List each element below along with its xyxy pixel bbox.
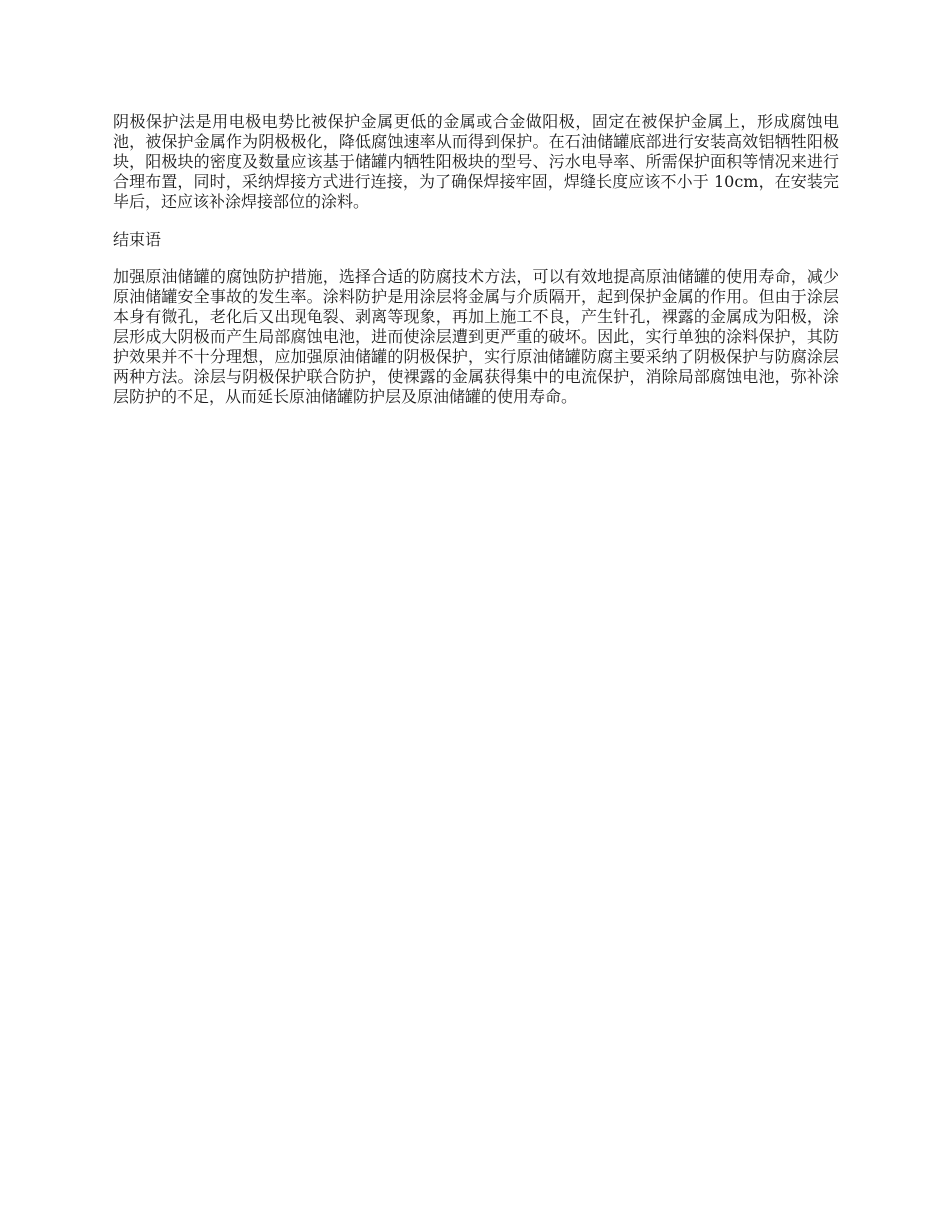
paragraph-conclusion: 加强原油储罐的腐蚀防护措施，选择合适的防腐技术方法，可以有效地提高原油储罐的使用寿命，减少原油储罐安全事故的发生率。涂料防护是用涂层将金属与介质隔开，起到保护金属的作用。但由于涂层本身有微孔，老化后又出现龟裂、剥离等现象，再加上施工不良，产生针孔，裸露的金属成为阳极，涂层形成大阴极而产生局部腐蚀电池，进而使涂层遭到更严重的破坏。因此，实行单独的涂料保护，其防护效果并不十分理想，应加强原油储罐的阴极保护，实行原油储罐防腐主要采纳了阴极保护与防腐涂层两种方法。涂层与阴极保护联合防护，使裸露的金属获得集中的电流保护，消除局部腐蚀电池，弥补涂层防护的不足，从而延长原油储罐防护层及原油储罐的使用寿命。 xyxy=(113,267,839,406)
document-page xyxy=(113,112,839,425)
paragraph-cathodic-protection: 阴极保护法是用电极电势比被保护金属更低的金属或合金做阳极，固定在被保护金属上，形成腐蚀电池，被保护金属作为阴极极化，降低腐蚀速率从而得到保护。在石油储罐底部进行安装高效铝牺牲阳极块，阳极块的密度及数量应该基于储罐内牺牲阳极块的型号、污水电导率、所需保护面积等情况来进行合理布置，同时，采纳焊接方式进行连接，为了确保焊接牢固，焊缝长度应该不小于 10cm，在安装完毕后，还应该补涂焊接部位的涂料。 xyxy=(113,112,839,211)
section-heading-conclusion: 结束语 xyxy=(113,230,162,249)
